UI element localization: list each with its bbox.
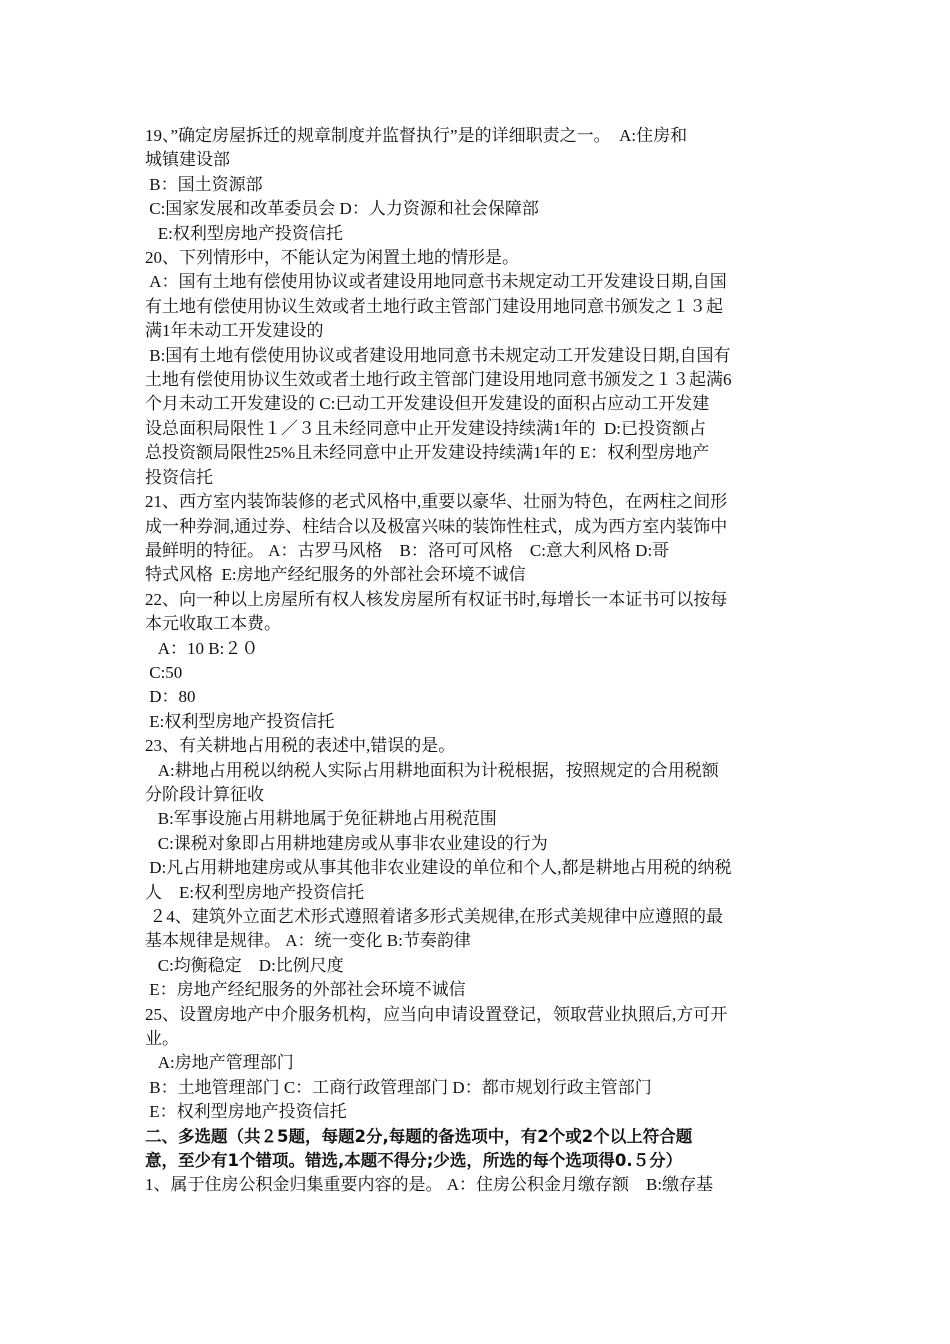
text-line: A：10 B:２０ [145,638,259,658]
section-heading-line: 二、多选题（共２5题，每题2分,每题的备选项中，有2个或2个以上符合题 [145,1126,693,1146]
text-line: 满1年未动工开发建设的 [145,321,324,341]
text-line: 城镇建设部 [145,150,230,170]
text-line: 25、设置房地产中介服务机构，应当向申请设置登记，领取营业执照后,方可开 [145,1004,728,1024]
text-line: E:权利型房地产投资信托 [145,223,343,243]
text-line: C:50 [145,662,183,682]
text-line: 有土地有偿使用协议生效或者土地行政主管部门建设用地同意书颁发之１３起 [145,296,723,316]
text-line: 21、西方室内装饰装修的老式风格中,重要以豪华、壮丽为特色，在两柱之间形 [145,492,728,512]
text-line: E:权利型房地产投资信托 [145,711,335,731]
text-line: C:均衡稳定 D:比例尺度 [145,955,344,975]
text-line: A:房地产管理部门 [145,1053,294,1073]
text-line: 设总面积局限性１／３且未经同意中止开发建设持续满1年的 D:已投资额占 [145,418,706,438]
text-line: C:课税对象即占用耕地建房或从事非农业建设的行为 [145,833,548,853]
text-line: 特式风格 E:房地产经纪服务的外部社会环境不诚信 [145,565,526,585]
text-line: 23、有关耕地占用税的表述中,错误的是。 [145,736,456,756]
text-line: C:国家发展和改革委员会 D：人力资源和社会保障部 [145,199,539,219]
text-line: 本元收取工本费。 [145,614,281,634]
text-line: 个月未动工开发建设的 C:已动工开发建设但开发建设的面积占应动工开发建 [145,394,710,414]
text-line: 19、”确定房屋拆迁的规章制度并监督执行”是的详细职责之一。﻿ A:住房和 [145,126,688,145]
text-line: 20、下列情形中，不能认定为闲置土地的情形是。 [145,248,519,268]
text-line: ２4、建筑外立面艺术形式遵照着诸多形式美规律,在形式美规律中应遵照的最 [145,907,723,926]
text-line: D：80 [145,687,196,707]
text-line: A：国有土地有偿使用协议或者建设用地同意书未规定动工开发建设日期,自国 [145,272,727,292]
text-line: 土地有偿使用协议生效或者土地行政主管部门建设用地同意书颁发之１３起满6 [145,370,732,390]
text-line: 成一种券洞,通过券、柱结合以及极富兴味的装饰性柱式，成为西方室内装饰中 [145,516,728,536]
text-line: 最鲜明的特征。 A：古罗马风格 B：洛可可风格 C:意大利风格 D:哥 [145,540,670,560]
text-line: 投资信托 [145,467,213,487]
text-line: 人 E:权利型房地产投资信托 [145,882,365,902]
text-line: 22、向一种以上房屋所有权人核发房屋所有权证书时,每增长一本证书可以按每 [145,589,728,609]
text-line: B：土地管理部门 C：工商行政管理部门 D：都市规划行政主管部门 [145,1077,652,1097]
text-line: E：房地产经纪服务的外部社会环境不诚信 [145,980,466,1000]
text-line: A:耕地占用税以纳税人实际占用耕地面积为计税根据，按照规定的合用税额 [145,760,719,780]
text-line: 业。 [145,1029,179,1049]
text-line: B:国有土地有偿使用协议或者建设用地同意书未规定动工开发建设日期,自国有 [145,345,731,365]
text-line: 基本规律是规律。 A：统一变化 B:节奏韵律 [145,931,471,951]
text-line: 分阶段计算征收 [145,784,264,804]
section-heading-line: 意，至少有1个错项。错选,本题不得分;少选，所选的每个选项得0.５分） [145,1151,683,1171]
text-line: 1、属于住房公积金归集重要内容的是。 A：住房公积金月缴存额 B:缴存基 [145,1175,714,1195]
text-line: 总投资额局限性25%且未经同意中止开发建设持续满1年的 E：权利型房地产 [145,443,710,463]
text-line: B：国土资源部 [145,174,263,194]
text-line: E：权利型房地产投资信托 [145,1102,347,1122]
text-line: D:凡占用耕地建房或从事其他非农业建设的单位和个人,都是耕地占用税的纳税 [145,858,732,878]
document-body [145,124,810,1198]
text-line: B:军事设施占用耕地属于免征耕地占用税范围 [145,809,497,829]
